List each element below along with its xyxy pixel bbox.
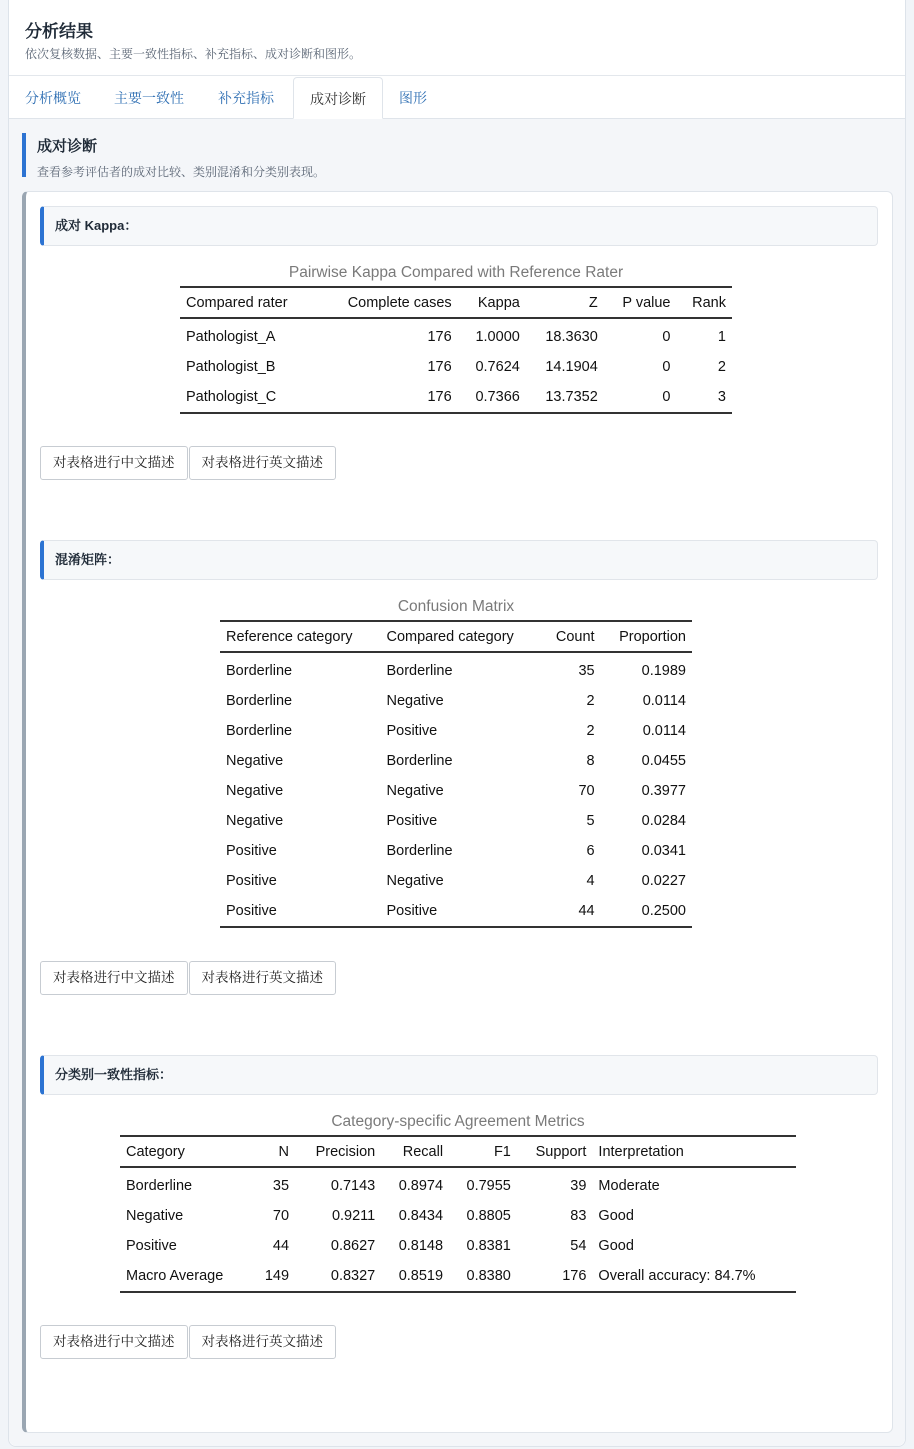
tab-content <box>9 119 905 1446</box>
table-header-row <box>220 621 692 652</box>
table-cell: 0.8380 <box>449 1261 517 1292</box>
table-cell: 176 <box>427 359 452 375</box>
table-cell: Positive <box>126 1238 177 1254</box>
table-cell: 70 <box>578 783 595 799</box>
table-row <box>180 318 732 352</box>
table-cell: 0.8148 <box>398 1238 444 1254</box>
category-metrics-table <box>120 1135 796 1293</box>
table-row <box>220 866 692 896</box>
column-header: Reference category <box>220 621 380 652</box>
page-title: 分析结果 <box>25 22 93 41</box>
describe-english-button[interactable]: 对表格进行英文描述 <box>189 1325 337 1359</box>
table-row <box>220 806 692 836</box>
table-row <box>120 1231 796 1261</box>
table-cell: 0.8974 <box>398 1178 444 1194</box>
table-cell: 0.0284 <box>641 813 686 829</box>
confusion-matrix-caption: Confusion Matrix <box>397 598 515 615</box>
table-cell: Pathologist_B <box>186 359 276 375</box>
table-cell: Good <box>598 1238 634 1254</box>
table-cell: Negative <box>386 873 444 889</box>
table-cell: 0.1989 <box>641 663 686 679</box>
table-cell: Overall accuracy: 84.7% <box>592 1261 796 1292</box>
table-cell: Borderline <box>226 693 293 709</box>
confusion-matrix-actions <box>40 961 337 995</box>
table-cell: Positive <box>220 896 380 927</box>
pairwise-kappa-caption: Pairwise Kappa Compared with Reference Rater <box>288 264 624 281</box>
table-cell: Good <box>598 1208 634 1224</box>
column-header: Kappa <box>458 287 526 318</box>
table-cell: 0.7366 <box>458 382 526 413</box>
table-cell: 83 <box>570 1208 587 1224</box>
table-cell: 0.8327 <box>295 1261 381 1292</box>
table-row <box>220 746 692 776</box>
table-row <box>220 776 692 806</box>
table-cell: Positive <box>226 873 277 889</box>
column-header: Count <box>542 621 601 652</box>
table-row <box>120 1167 796 1201</box>
column-header: Z <box>526 287 604 318</box>
table-cell: 13.7352 <box>526 382 604 413</box>
table-cell: Negative <box>226 783 284 799</box>
table-cell: 0 <box>662 329 671 345</box>
table-cell: Borderline <box>226 663 293 679</box>
table-cell: Borderline <box>126 1178 193 1194</box>
column-header: Complete cases <box>317 287 457 318</box>
table-cell: 0.0114 <box>642 723 686 739</box>
column-header: N <box>251 1136 295 1167</box>
category-metrics-actions <box>40 1325 337 1359</box>
table-cell: Borderline <box>386 843 453 859</box>
section-subtitle: 查看参考评估者的成对比较、类别混淆和分类别表现。 <box>37 165 326 179</box>
table-cell: 1.0000 <box>475 329 520 345</box>
column-header: Support <box>517 1136 593 1167</box>
table-cell: Positive <box>226 843 277 859</box>
describe-english-button[interactable]: 对表格进行英文描述 <box>189 961 337 995</box>
table-cell: 44 <box>542 896 601 927</box>
results-page <box>8 0 906 1447</box>
table-cell: Pathologist_C <box>180 382 317 413</box>
table-cell: 1 <box>717 329 726 345</box>
table-cell: Borderline <box>386 663 453 679</box>
table-cell: 176 <box>427 329 452 345</box>
column-header: Proportion <box>601 621 692 652</box>
describe-english-button[interactable]: 对表格进行英文描述 <box>189 446 337 480</box>
table-cell: 0.8627 <box>330 1238 376 1254</box>
table-cell: 2 <box>586 723 595 739</box>
table-cell: Negative <box>386 783 444 799</box>
table-cell: 0 <box>662 359 671 375</box>
table-cell: 0.0227 <box>641 873 686 889</box>
table-row <box>220 686 692 716</box>
table-cell: 0.8434 <box>398 1208 444 1224</box>
table-cell: 176 <box>317 382 457 413</box>
section-header <box>22 133 325 177</box>
table-cell: Borderline <box>386 753 453 769</box>
table-row <box>180 382 732 413</box>
table-cell: 44 <box>272 1238 290 1254</box>
table-cell: 0.8381 <box>466 1238 511 1254</box>
table-cell: 2 <box>586 693 595 709</box>
table-cell: Macro Average <box>120 1261 251 1292</box>
describe-chinese-button[interactable]: 对表格进行中文描述 <box>40 1325 188 1359</box>
confusion-matrix-heading: 混淆矩阵： <box>40 540 878 580</box>
table-row <box>220 652 692 686</box>
tab-figures[interactable]: 图形 <box>399 90 427 106</box>
table-header-row <box>120 1136 796 1167</box>
table-cell: Moderate <box>598 1178 660 1194</box>
table-cell: Positive <box>380 896 541 927</box>
table-row <box>120 1201 796 1231</box>
results-header <box>9 0 905 76</box>
table-cell: Negative <box>226 753 284 769</box>
column-header: Precision <box>295 1136 381 1167</box>
section-title: 成对诊断 <box>37 138 98 155</box>
table-cell: 149 <box>251 1261 295 1292</box>
table-cell: 5 <box>586 813 595 829</box>
tab-bar <box>9 77 905 119</box>
table-cell: 0.8805 <box>466 1208 511 1224</box>
table-cell: 0.0114 <box>642 693 686 709</box>
table-row <box>120 1261 796 1292</box>
tab-pairwise-diagnostics[interactable]: 成对诊断 <box>293 77 383 119</box>
table-header-row <box>180 287 732 318</box>
column-header: Compared category <box>380 621 541 652</box>
table-row <box>220 716 692 746</box>
table-cell: 0.0341 <box>641 843 686 859</box>
column-header: Rank <box>676 287 732 318</box>
table-cell: 18.3630 <box>545 329 598 345</box>
table-cell: 0.8519 <box>381 1261 449 1292</box>
describe-chinese-button[interactable]: 对表格进行中文描述 <box>40 961 188 995</box>
column-header: Compared rater <box>180 287 317 318</box>
table-cell: 176 <box>517 1261 593 1292</box>
confusion-matrix-table-wrap <box>220 597 692 928</box>
table-cell: 0.3977 <box>641 783 686 799</box>
tab-primary-agreement[interactable]: 主要一致性 <box>114 90 184 106</box>
table-cell: 0.9211 <box>331 1208 376 1224</box>
table-cell: 2 <box>717 359 726 375</box>
table-cell: Negative <box>126 1208 184 1224</box>
confusion-matrix-table <box>220 620 692 928</box>
pairwise-kappa-table <box>180 286 732 414</box>
table-cell: Positive <box>386 723 438 739</box>
table-cell: 39 <box>570 1178 587 1194</box>
column-header: Recall <box>381 1136 449 1167</box>
table-cell: 3 <box>676 382 732 413</box>
page-subtitle: 依次复核数据、主要一致性指标、补充指标、成对诊断和图形。 <box>25 47 362 61</box>
column-header: Category <box>120 1136 251 1167</box>
table-cell: 54 <box>570 1238 587 1254</box>
category-metrics-heading: 分类别一致性指标： <box>40 1055 878 1095</box>
column-header: Interpretation <box>592 1136 796 1167</box>
table-cell: Negative <box>226 813 284 829</box>
table-cell: 0.7955 <box>466 1178 511 1194</box>
describe-chinese-button[interactable]: 对表格进行中文描述 <box>40 446 188 480</box>
pairwise-kappa-heading: 成对 Kappa： <box>40 206 878 246</box>
pairwise-kappa-actions <box>40 446 337 480</box>
table-cell: 0 <box>604 382 677 413</box>
table-cell: 0.7624 <box>475 359 520 375</box>
table-cell: 0.7143 <box>330 1178 376 1194</box>
table-cell: 4 <box>586 873 595 889</box>
column-header: P value <box>604 287 677 318</box>
table-cell: 0.0455 <box>641 753 686 769</box>
table-row <box>220 896 692 927</box>
table-cell: Positive <box>386 813 438 829</box>
table-cell: 35 <box>578 663 595 679</box>
table-cell: 14.1904 <box>545 359 598 375</box>
diagnostics-panel <box>22 191 893 1433</box>
table-cell: Borderline <box>226 723 293 739</box>
pairwise-kappa-table-wrap <box>180 263 732 414</box>
table-cell: 6 <box>586 843 595 859</box>
column-header: F1 <box>449 1136 517 1167</box>
table-row <box>220 836 692 866</box>
category-metrics-table-wrap <box>120 1112 796 1293</box>
table-cell: Negative <box>386 693 444 709</box>
table-cell: 70 <box>272 1208 290 1224</box>
table-cell: 0.2500 <box>601 896 692 927</box>
table-cell: 35 <box>272 1178 290 1194</box>
table-cell: Pathologist_A <box>186 329 276 345</box>
table-cell: 8 <box>586 753 595 769</box>
tab-overview[interactable]: 分析概览 <box>25 90 81 106</box>
table-row <box>180 352 732 382</box>
category-metrics-caption: Category-specific Agreement Metrics <box>331 1113 585 1130</box>
tab-supplementary-metrics[interactable]: 补充指标 <box>218 90 274 106</box>
